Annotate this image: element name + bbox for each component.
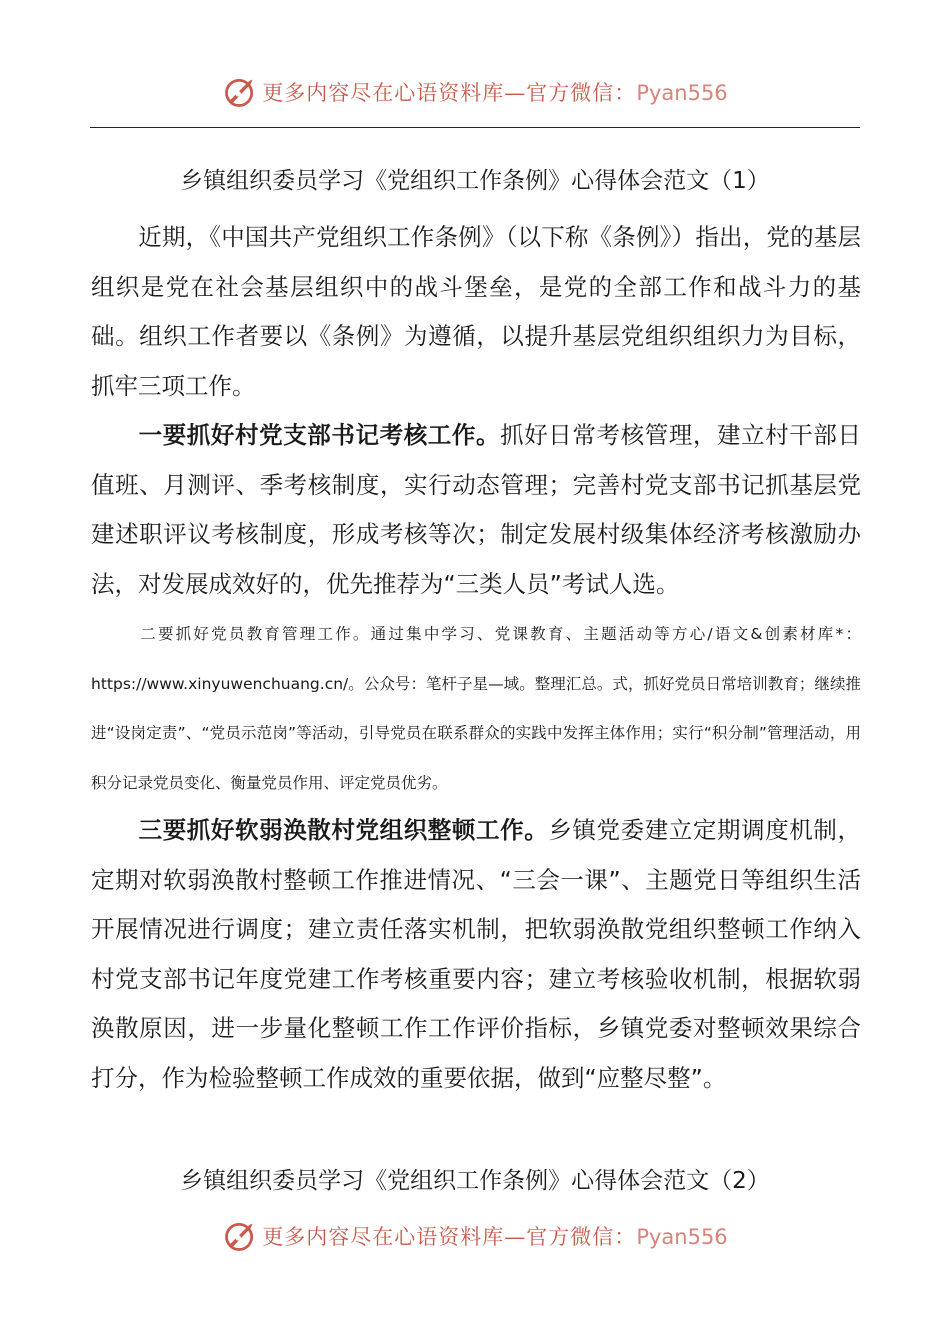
point-three-body: 乡镇党委建立定期调度机制，定期对软弱涣散村整顿工作推进情况、“三会一课”、主题党日等组织生活开展情况进行调度；建立责任落实机制，把软弱涣散党组织整顿工作纳入村党支部书记年度党建工作考核重要内容；建立考核验收机制，根据软弱涣散原因，进一步量化整顿工作工作评价指标，乡镇党委对整顿效果综合打分，作为检验整顿工作成效的重要依据，做到“应整尽整”。 — [91, 816, 862, 1092]
header-divider — [90, 127, 860, 128]
point-one-heading: 一要抓好村党支部书记考核工作。 — [138, 421, 501, 449]
point-three-heading: 三要抓好软弱涣散村党组织整顿工作。 — [138, 816, 549, 844]
point-one-body: 抓好日常考核管理，建立村干部日值班、月测评、季考核制度，实行动态管理；完善村党支部书记抓基层党建述职评议考核制度，形成考核等次；制定发展村级集体经济考核激励办法，对发展成效好的，优先推荐为“三类人员”考试人选。 — [91, 421, 862, 598]
watermark-header — [0, 72, 950, 112]
intro-paragraph: 近期，《中国共产党组织工作条例》（以下称《条例》）指出，党的基层组织是党在社会基层组织中的战斗堡垒，是党的全部工作和战斗力的基础。组织工作者要以《条例》为遵循，以提升基层党组织组织力为目标，抓牢三项工作。 — [91, 223, 861, 400]
pen-logo-icon — [222, 74, 258, 110]
watermark-text: 更多内容尽在心语资料库—官方微信：Pyan556 — [262, 1225, 728, 1249]
watermark-wechat-id: Pyan556 — [636, 1225, 728, 1249]
watermark-wechat-id: Pyan556 — [636, 81, 728, 105]
point-two-paragraph: 二要抓好党员教育管理工作。通过集中学习、党课教育、主题活动等方心/语文&创素材库*：https://www.xinyuwenchuang.cn/。公众号：笔杆子星—域。整理汇总。式，抓好党员日常培训教育；继续推进“设岗定责”、“党员示范岗”等活动，引导党员在联系群众的实践中发挥主体作用；实行“积分制”管理活动，用积分记录党员变化、衡量党员作用、评定党员优劣。 — [91, 625, 861, 792]
article-two-title: 乡镇组织委员学习《党组织工作条例》心得体会范文（2） — [180, 1168, 770, 1194]
point-three-paragraph — [91, 806, 861, 1103]
pen-logo-icon — [222, 1218, 258, 1254]
article-title: 乡镇组织委员学习《党组织工作条例》心得体会范文（1） — [180, 168, 770, 194]
watermark-footer — [0, 1216, 950, 1256]
watermark-text: 更多内容尽在心语资料库—官方微信：Pyan556 — [262, 81, 728, 105]
point-one-paragraph — [91, 411, 861, 609]
